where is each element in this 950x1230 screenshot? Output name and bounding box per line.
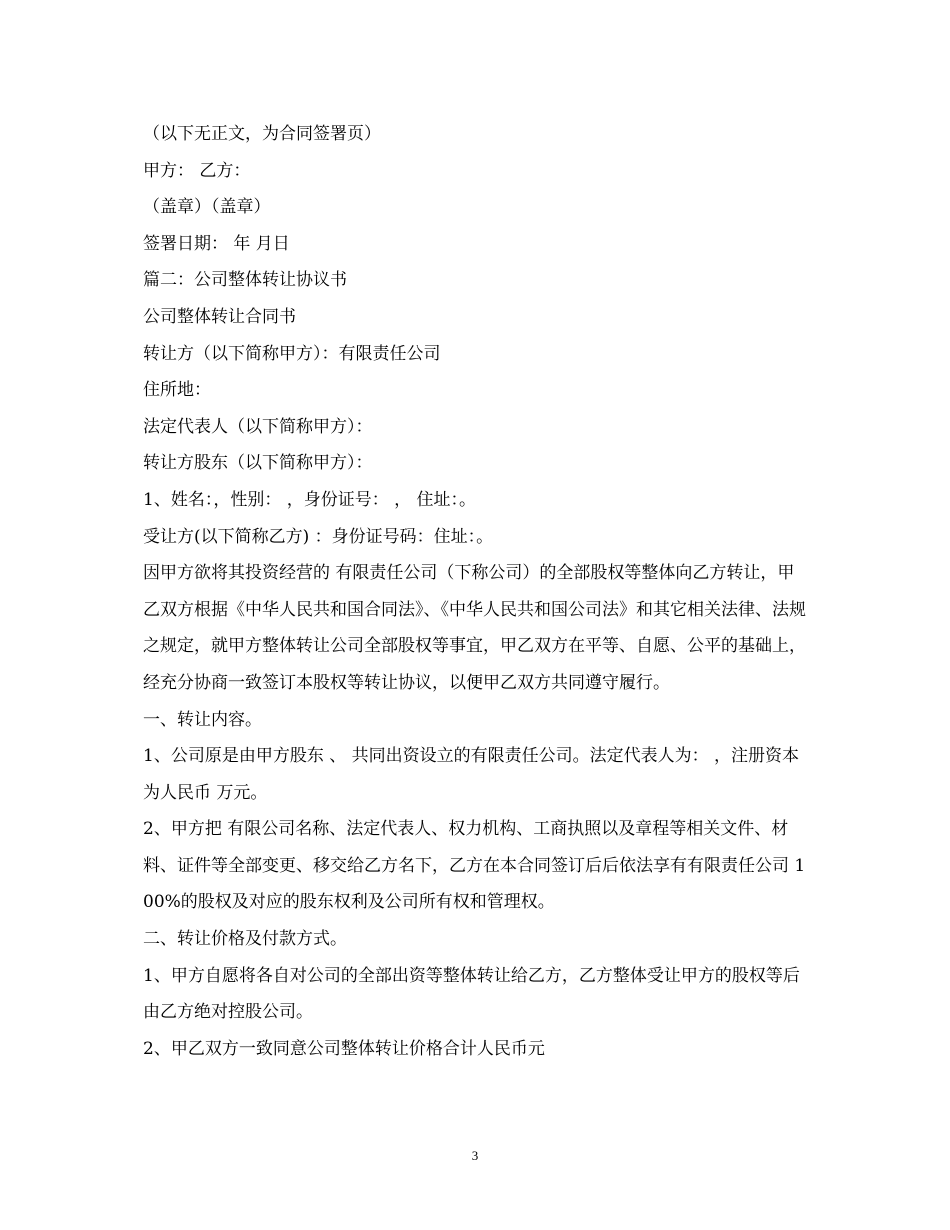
paragraph-clause-2-2: 2、甲乙双方一致同意公司整体转让价格合计人民币元	[143, 1038, 545, 1059]
paragraph-seal: （盖章）（盖章）	[143, 197, 271, 218]
paragraph-transferor: 转让方（以下简称甲方）：有限责任公司	[143, 343, 441, 364]
section-heading-price-payment: 二、转让价格及付款方式。	[143, 929, 347, 950]
document-title: 公司整体转让合同书	[143, 306, 296, 327]
paragraph-clause-1-1: 1、公司原是由甲方股东 、 共同出资设立的有限责任公司。法定代表人为： ，注册资本为人民币 万元。	[143, 746, 800, 803]
page-number: 3	[471, 1148, 479, 1163]
paragraph-address: 住所地：	[143, 380, 211, 401]
paragraph-transferee: 受让方(以下简称乙方) ：身份证号码：住址：。	[143, 526, 494, 547]
section-heading-part-two: 篇二：公司整体转让协议书	[143, 270, 347, 291]
document-body	[143, 116, 808, 1067]
paragraph-clause-1-2: 2、甲方把 有限公司名称、法定代表人、权力机构、工商执照以及章程等相关文件、材料、证件等全部变更、移交给乙方名下，乙方在本合同签订后后依法享有有限责任公司 100%的股权及对应的股东权利及公司所有权和管理权。	[143, 819, 806, 913]
paragraph-shareholder-info: 1、姓名：，性别： ，身份证号： ， 住址：。	[143, 489, 477, 510]
paragraph-preamble: 因甲方欲将其投资经营的 有限责任公司（下称公司）的全部股权等整体向乙方转让，甲乙双方根据《中华人民共和国合同法》、《中华人民共和国公司法》和其它相关法律、法规之规定，就甲方整体转让公司全部股权等事宜，甲乙双方在平等、自愿、公平的基础上，经充分协商一致签订本股权等转让协议，以便甲乙双方共同遵守履行。	[143, 563, 806, 693]
section-heading-transfer-content: 一、转让内容。	[143, 709, 262, 730]
paragraph-sign-date: 签署日期： 年 月日	[143, 233, 290, 254]
paragraph-transferor-shareholder: 转让方股东（以下简称甲方）：	[143, 453, 373, 474]
paragraph-legal-representative: 法定代表人（以下简称甲方）：	[143, 416, 373, 437]
paragraph-clause-2-1: 1、甲方自愿将各自对公司的全部出资等整体转让给乙方，乙方整体受让甲方的股权等后由乙方绝对控股公司。	[143, 965, 800, 1023]
paragraph-no-more-text: （以下无正文，为合同签署页）	[143, 124, 381, 144]
paragraph-party-labels: 甲方： 乙方：	[143, 160, 251, 181]
